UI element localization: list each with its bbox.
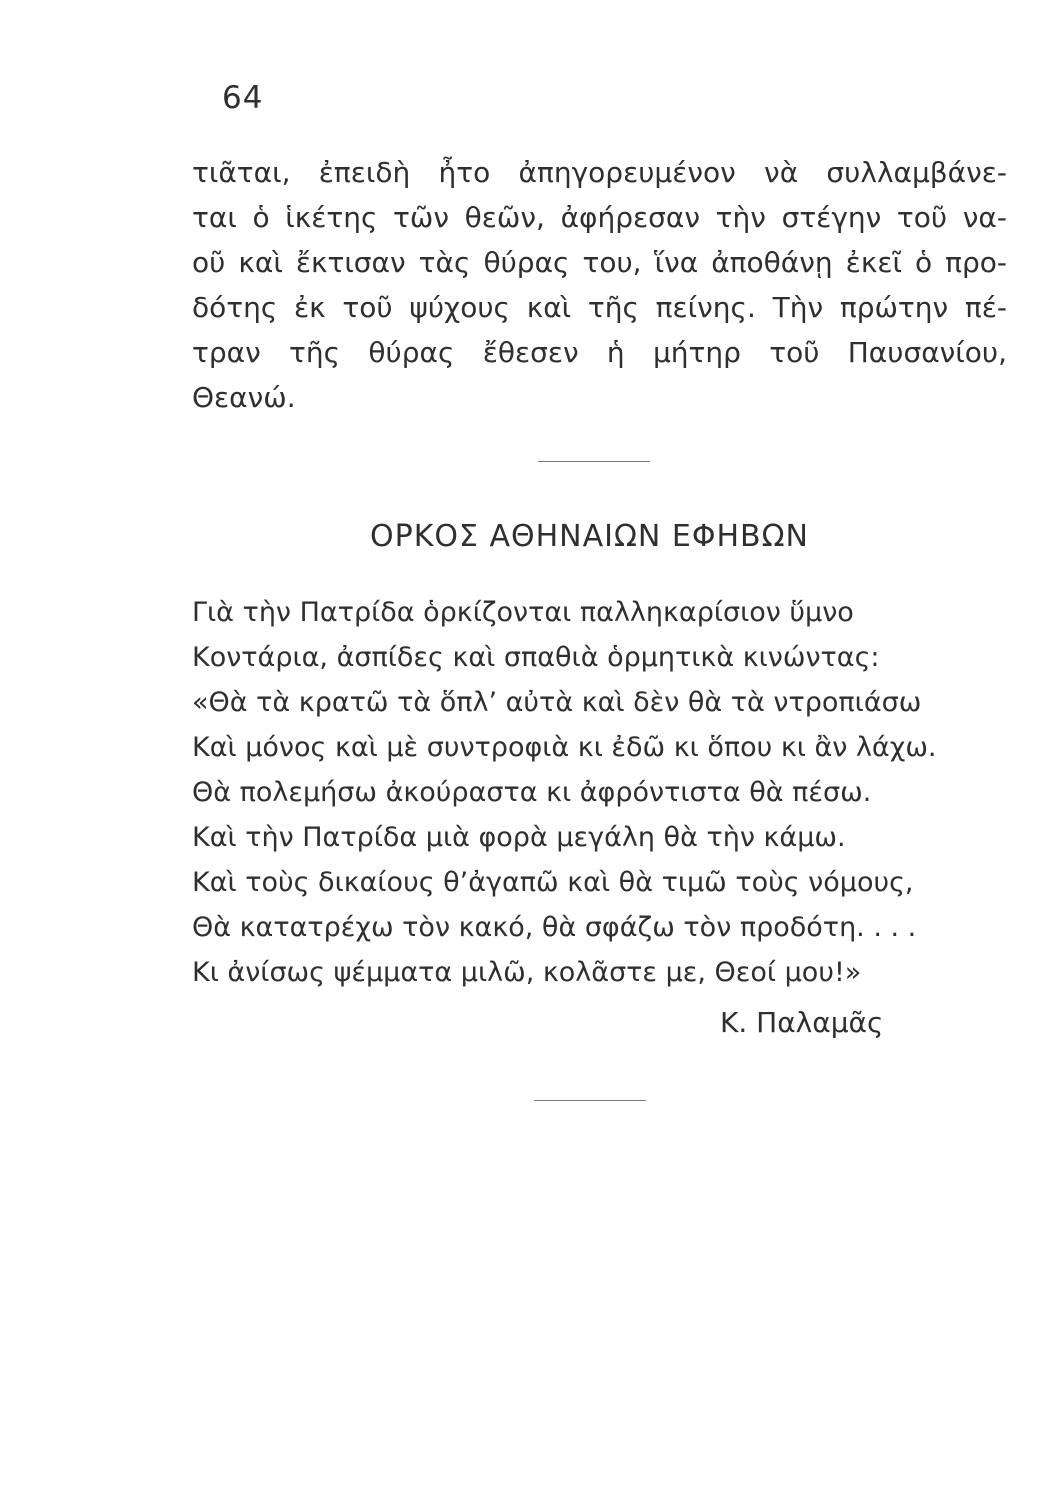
poem-verse: Κι ἀνίσως ψέμματα μιλῶ, κολᾶστε με, Θεοί μου!» (192, 957, 862, 988)
poem-verse: Καὶ τὴν Πατρίδα μιὰ φορὰ μεγάλη θὰ τὴν κάμω. (192, 822, 846, 853)
prose-line: Θεανώ. (192, 381, 296, 414)
prose-line: δότης ἐκ τοῦ ψύχους καὶ τῆς πείνης. Τὴν πρώτην πέ- (192, 291, 1007, 324)
poem-verse: Γιὰ τὴν Πατρίδα ὁρκίζονται παλληκαρίσιον ὕμνο (192, 597, 854, 628)
poem-title: ΟΡΚΟΣ ΑΘΗΝΑΙΩΝ ΕΦΗΒΩΝ (370, 519, 809, 554)
poem-verse: Θὰ κατατρέχω τὸν κακό, θὰ σφάζω τὸν προδότη. . . . (192, 912, 917, 943)
prose-paragraph (192, 150, 1007, 420)
end-divider (534, 1100, 646, 1101)
prose-line: οῦ καὶ ἔκτισαν τὰς θύρας του, ἵνα ἀποθάνῃ ἐκεῖ ὁ προ- (192, 246, 1007, 279)
section-divider (538, 461, 650, 462)
author-signature: Κ. Παλαμᾶς (720, 1006, 884, 1039)
poem-body (192, 590, 1007, 995)
prose-line: ται ὁ ἱκέτης τῶν θεῶν, ἀφήρεσαν τὴν στέγην τοῦ να- (192, 201, 1007, 234)
poem-verse: Κοντάρια, ἀσπίδες καὶ σπαθιὰ ὁρμητικὰ κινώντας: (192, 642, 880, 673)
poem-verse: Καὶ τοὺς δικαίους θ’ἀγαπῶ καὶ θὰ τιμῶ τοὺς νόμους, (192, 867, 914, 898)
poem-verse: «Θὰ τὰ κρατῶ τὰ ὅπλ’ αὐτὰ καὶ δὲν θὰ τὰ ντροπιάσω (192, 687, 922, 718)
prose-line: τραν τῆς θύρας ἔθεσεν ἡ μήτηρ τοῦ Παυσανίου, (192, 336, 1007, 369)
poem-verse: Καὶ μόνος καὶ μὲ συντροφιὰ κι ἐδῶ κι ὅπου κι ἂν λάχω. (192, 732, 937, 763)
page-number: 64 (222, 80, 264, 116)
poem-verse: Θὰ πολεμήσω ἀκούραστα κι ἀφρόντιστα θὰ πέσω. (192, 777, 872, 808)
prose-line: τιᾶται, ἐπειδὴ ἦτο ἀπηγορευμένον νὰ συλλαμβάνε- (192, 156, 1007, 189)
